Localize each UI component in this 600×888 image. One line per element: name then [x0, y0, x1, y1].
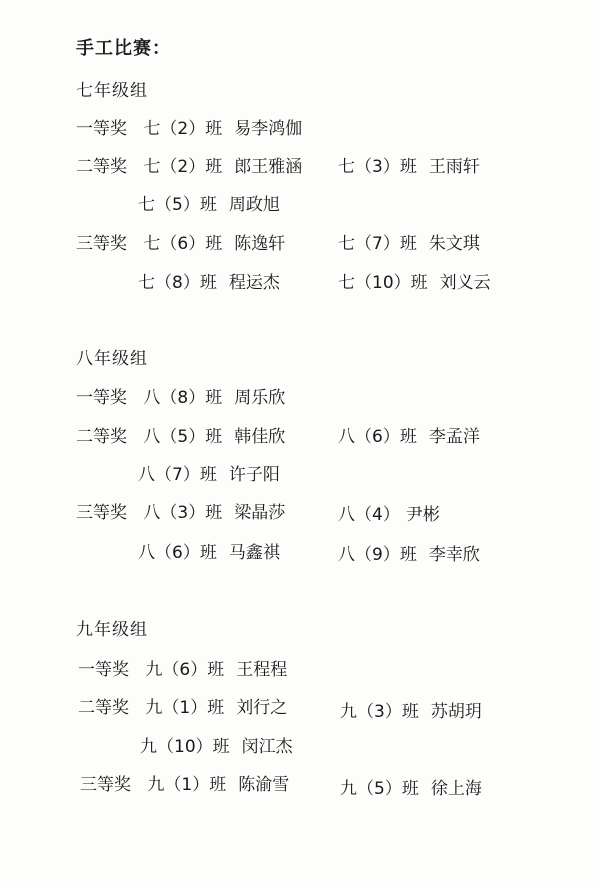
- winner-entry: [138, 538, 280, 563]
- group-title-grade9: 九年级组: [76, 620, 148, 640]
- award-row: [76, 498, 285, 523]
- class-label: 九（10）班: [140, 737, 230, 757]
- student-name: 韩佳欣: [234, 427, 286, 447]
- student-name: 周政旭: [228, 195, 280, 215]
- student-name: 易李鸿伽: [234, 119, 303, 139]
- class-label: 八（7）班: [138, 465, 217, 485]
- winner-entry: [145, 655, 287, 680]
- student-name: 陈逸轩: [234, 234, 286, 254]
- class-label: 七（8）班: [138, 273, 217, 293]
- winner-entry: [138, 460, 280, 485]
- award-label: 三等奖: [80, 775, 131, 795]
- winner-entry: [145, 693, 287, 718]
- class-label: 九（3）班: [340, 702, 419, 722]
- winner-entry: [143, 498, 285, 523]
- award-row: [78, 655, 287, 680]
- award-row: [76, 152, 302, 177]
- page-title: 手工比赛：: [76, 38, 171, 59]
- award-label: 一等奖: [76, 119, 127, 139]
- winner-entry-right: [340, 697, 482, 722]
- award-row: [76, 114, 302, 139]
- winner-entry: [143, 152, 302, 177]
- award-row: [138, 190, 280, 215]
- class-label: 八（6）班: [338, 427, 417, 447]
- class-label: 八（6）班: [138, 543, 217, 563]
- winner-entry: [143, 114, 302, 139]
- winner-entry-right: [338, 152, 480, 177]
- award-row: [76, 422, 285, 447]
- winner-entry-right: [340, 774, 482, 799]
- award-row: [76, 229, 285, 254]
- winner-entry: [138, 268, 280, 293]
- class-label: 九（5）班: [340, 779, 419, 799]
- class-label: 七（10）班: [338, 273, 428, 293]
- winner-entry: [143, 422, 285, 447]
- award-row: [138, 538, 280, 563]
- class-label: 七（2）班: [143, 157, 223, 177]
- student-name: 闵江杰: [241, 737, 293, 757]
- winner-entry: [140, 732, 293, 757]
- student-name: 刘行之: [236, 698, 288, 718]
- award-label: 一等奖: [76, 388, 127, 408]
- winner-entry: [143, 383, 285, 408]
- student-name: 周乐欣: [234, 388, 286, 408]
- award-row: [78, 693, 287, 718]
- award-label: 二等奖: [78, 698, 129, 718]
- student-name: 苏胡玥: [430, 702, 482, 722]
- award-label: 二等奖: [76, 427, 127, 447]
- winner-entry-right: [338, 540, 480, 565]
- student-name: 朱文琪: [428, 234, 480, 254]
- group-title-grade7: 七年级组: [76, 81, 148, 101]
- student-name: 陈渝雪: [238, 775, 290, 795]
- student-name: 梁晶莎: [234, 503, 286, 523]
- winner-entry: [143, 229, 285, 254]
- award-row: [138, 460, 280, 485]
- award-row: [80, 770, 289, 795]
- winner-entry-right: [338, 268, 491, 293]
- class-label: 九（1）班: [145, 698, 225, 718]
- award-row: [140, 732, 293, 757]
- student-name: 马鑫祺: [228, 543, 280, 563]
- class-label: 七（5）班: [138, 195, 217, 215]
- winner-entry: [147, 770, 289, 795]
- student-name: 徐上海: [430, 779, 482, 799]
- winner-entry-right: [338, 229, 480, 254]
- class-label: 七（2）班: [143, 119, 223, 139]
- student-name: 刘义云: [439, 273, 491, 293]
- student-name: 李幸欣: [428, 545, 480, 565]
- award-row: [76, 383, 285, 408]
- class-label: 八（9）班: [338, 545, 417, 565]
- class-label: 九（1）班: [147, 775, 227, 795]
- class-label: 七（6）班: [143, 234, 223, 254]
- winner-entry-right: [338, 500, 440, 525]
- class-label: 七（3）班: [338, 157, 417, 177]
- student-name: 许子阳: [228, 465, 280, 485]
- award-label: 三等奖: [76, 503, 127, 523]
- class-label: 八（4）: [338, 505, 400, 525]
- group-title-grade8: 八年级组: [76, 349, 148, 369]
- award-label: 一等奖: [78, 660, 129, 680]
- student-name: 郎王雅涵: [234, 157, 303, 177]
- award-label: 二等奖: [76, 157, 127, 177]
- student-name: 尹彬: [405, 505, 440, 525]
- student-name: 李孟洋: [428, 427, 480, 447]
- award-label: 三等奖: [76, 234, 127, 254]
- class-label: 八（8）班: [143, 388, 223, 408]
- class-label: 九（6）班: [145, 660, 225, 680]
- class-label: 八（5）班: [143, 427, 223, 447]
- student-name: 王雨轩: [428, 157, 480, 177]
- award-row: [138, 268, 280, 293]
- class-label: 八（3）班: [143, 503, 223, 523]
- class-label: 七（7）班: [338, 234, 417, 254]
- winner-entry: [138, 190, 280, 215]
- winner-entry-right: [338, 422, 480, 447]
- student-name: 程运杰: [228, 273, 280, 293]
- student-name: 王程程: [236, 660, 288, 680]
